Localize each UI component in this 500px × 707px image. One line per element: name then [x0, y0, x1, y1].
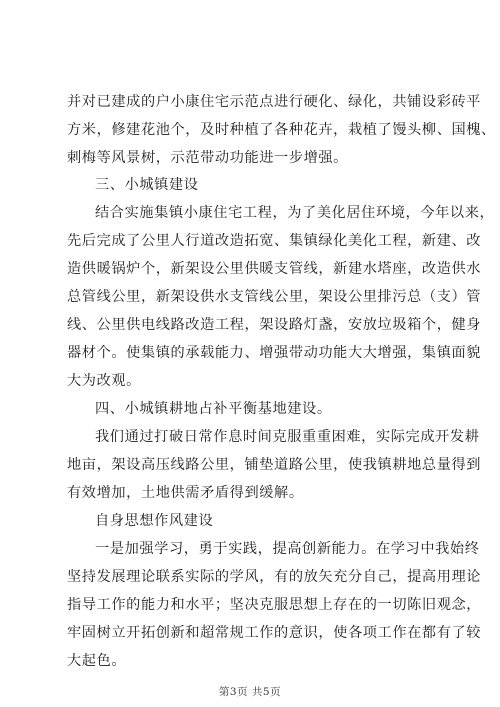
paragraph-line: 造供暖锅炉个，新架设公里供暖支管线，新建水塔座，改造供水	[67, 261, 482, 277]
section-heading: 自身思想作风建设	[95, 513, 214, 529]
paragraph-line: 刺梅等风景树，示范带动功能进一步增强。	[67, 150, 348, 166]
page-number: 第3页 共5页	[218, 686, 282, 698]
paragraph-line: 先后完成了公里人行道改造拓宽、集镇绿化美化工程，新建、改	[67, 233, 482, 249]
paragraph-line: 指导工作的能力和水平；坚决克服思想上存在的一切陈旧观念，	[67, 597, 482, 613]
paragraph-line: 线、公里供电线路改造工程，架设路灯盏，安放垃圾箱个，健身	[67, 317, 482, 333]
paragraph-line: 有效增加，土地供需矛盾得到缓解。	[67, 485, 304, 501]
paragraph-line: 坚持发展理论联系实际的学风，有的放矢充分自己，提高用理论	[67, 569, 482, 585]
paragraph-line: 并对已建成的户小康住宅示范点进行硬化、绿化，共铺设彩砖平	[67, 94, 482, 110]
paragraph-line: 大为改观。	[67, 373, 141, 389]
paragraph-line: 总管线公里，新架设供水支管线公里，架设公里排污总（支）管	[67, 289, 482, 305]
paragraph-line: 器材个。使集镇的承载能力、增强带动功能大大增强，集镇面貌	[67, 345, 482, 361]
section-heading: 三、小城镇建设	[95, 177, 199, 193]
paragraph-line: 结合实施集镇小康住宅工程，为了美化居住环境，今年以来，	[95, 205, 495, 221]
paragraph-line: 我们通过打破日常作息时间克服重重困难，实际完成开发耕	[95, 429, 480, 445]
paragraph-line: 大起色。	[67, 653, 127, 669]
paragraph-line: 地亩，架设高压线路公里，铺垫道路公里，使我镇耕地总量得到	[67, 457, 482, 473]
paragraph-line: 一是加强学习，勇于实践，提高创新能力。在学习中我始终	[95, 541, 480, 557]
paragraph-line: 牢固树立开拓创新和超常规工作的意识，使各项工作在都有了较	[67, 625, 482, 641]
paragraph-line: 方米，修建花池个，及时种植了各种花卉，栽植了馒头柳、国槐、	[67, 122, 496, 138]
section-heading: 四、小城镇耕地占补平衡基地建设。	[95, 401, 332, 417]
